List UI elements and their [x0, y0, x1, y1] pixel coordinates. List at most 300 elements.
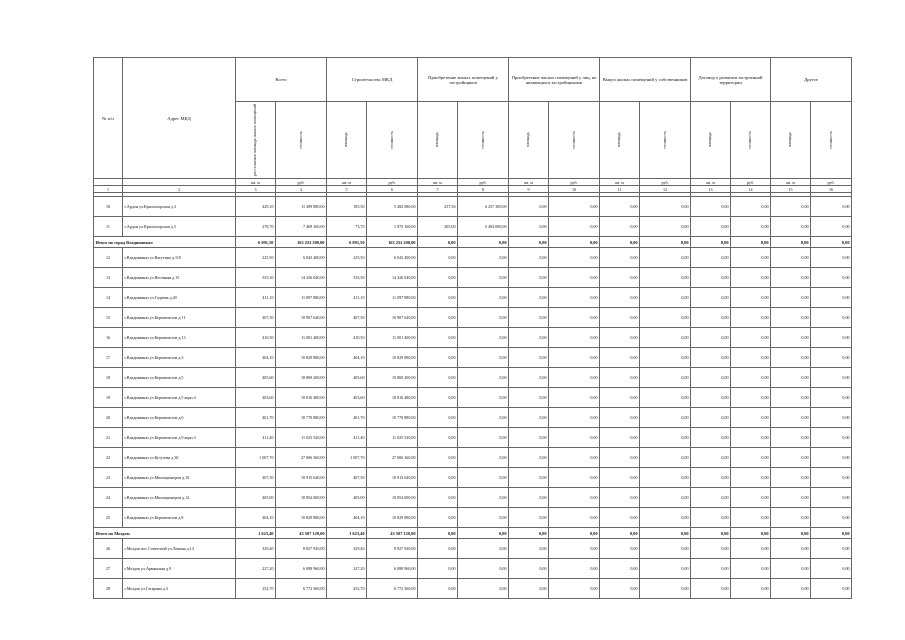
value-cell: 0,00: [771, 408, 811, 428]
value-cell: 11 025 520,00: [367, 428, 418, 448]
value-cell: 0,00: [549, 268, 600, 288]
value-cell: 0,00: [640, 288, 691, 308]
row-address: г.Владикавказ ул.Весенняя д.15: [123, 268, 236, 288]
value-cell: 0,00: [458, 528, 509, 539]
table-row: [94, 388, 852, 408]
value-cell: 0,00: [509, 528, 549, 539]
row-address: г.Владикавказ ул.Керменистов д.6: [123, 408, 236, 428]
row-number: 13: [94, 268, 123, 288]
row-address: г.Владикавказ ул.Керменистов д.8: [123, 508, 236, 528]
column-number: 13: [691, 186, 731, 193]
value-cell: 0,00: [600, 508, 640, 528]
header-group: Строительство МКД: [327, 58, 418, 102]
value-cell: 0,00: [731, 559, 771, 579]
value-cell: 0,00: [811, 388, 852, 408]
row-address: г.Моздок пос.Советский ул.Ленина д.14: [123, 539, 236, 559]
value-cell: 0,00: [771, 308, 811, 328]
value-cell: 0,00: [509, 408, 549, 428]
value-cell: 0,00: [418, 448, 458, 468]
value-cell: 0,00: [731, 579, 771, 599]
value-cell: 6 043 400,00: [367, 248, 418, 268]
header-sub-label: площадь: [707, 132, 713, 148]
value-cell: 0,00: [509, 488, 549, 508]
value-cell: 0,00: [691, 217, 731, 237]
unit-cell-empty: [123, 179, 236, 186]
value-cell: 0,00: [600, 528, 640, 539]
header-address: Адрес МКД: [123, 58, 236, 179]
header-sub-7: [549, 102, 600, 179]
value-cell: 0,00: [600, 488, 640, 508]
value-cell: 0,00: [640, 248, 691, 268]
unit-cell: кв. м: [236, 179, 276, 186]
value-cell: 0,00: [458, 448, 509, 468]
column-number: 5: [327, 186, 367, 193]
value-cell: 0,00: [731, 428, 771, 448]
table-row: [94, 217, 852, 237]
value-cell: 11 025 520,00: [276, 428, 327, 448]
value-cell: 0,00: [549, 288, 600, 308]
value-cell: 0,00: [691, 237, 731, 248]
value-cell: 0,00: [600, 308, 640, 328]
value-cell: 0,00: [731, 388, 771, 408]
value-cell: 11 097 880,00: [276, 288, 327, 308]
value-cell: 10 915 640,00: [367, 468, 418, 488]
value-cell: 0,00: [509, 288, 549, 308]
value-cell: 0,00: [600, 539, 640, 559]
value-cell: 410,50: [236, 328, 276, 348]
table-row: [94, 308, 852, 328]
document-sheet: [93, 57, 850, 599]
value-cell: 227,20: [236, 559, 276, 579]
column-number: 10: [549, 186, 600, 193]
value-cell: 0,00: [640, 237, 691, 248]
header-sub-label: площадь: [787, 132, 793, 148]
value-cell: 0,00: [600, 408, 640, 428]
value-cell: 405,00: [327, 488, 367, 508]
row-address: г.Моздок ул.Армянская д.9: [123, 559, 236, 579]
value-cell: 0,00: [549, 308, 600, 328]
value-cell: 0,00: [691, 288, 731, 308]
header-sub-label: стоимость: [479, 130, 485, 149]
value-cell: 0,00: [549, 528, 600, 539]
value-cell: 0,00: [509, 559, 549, 579]
row-address: г.Владикавказ ул.Керменистов д.13: [123, 328, 236, 348]
value-cell: 0,00: [811, 237, 852, 248]
value-cell: 0,00: [549, 388, 600, 408]
value-cell: 0,00: [811, 368, 852, 388]
value-cell: 10 816 480,00: [367, 388, 418, 408]
value-cell: 0,00: [811, 528, 852, 539]
column-number: 8: [458, 186, 509, 193]
column-number: 6: [367, 186, 418, 193]
value-cell: 0,00: [509, 328, 549, 348]
value-cell: 6 257 300,00: [458, 197, 509, 217]
value-cell: 0,00: [811, 348, 852, 368]
value-cell: 0,00: [509, 428, 549, 448]
table-row: [94, 539, 852, 559]
value-cell: 0,00: [418, 408, 458, 428]
value-cell: 0,00: [458, 468, 509, 488]
row-address: г.Владикавказ ул.Гадиева д.40: [123, 288, 236, 308]
value-cell: 205,00: [418, 217, 458, 237]
value-cell: 403,60: [327, 388, 367, 408]
value-cell: 329,40: [236, 539, 276, 559]
value-cell: 43 507 120,00: [367, 528, 418, 539]
value-cell: 0,00: [600, 448, 640, 468]
table-row: [94, 197, 852, 217]
subtotal-row: [94, 237, 852, 248]
table-row: [94, 468, 852, 488]
value-cell: 0,00: [418, 328, 458, 348]
value-cell: 11 001 400,00: [276, 328, 327, 348]
column-number: 15: [771, 186, 811, 193]
header-sub-11: [731, 102, 771, 179]
value-cell: 0,00: [771, 579, 811, 599]
value-cell: 0,00: [811, 559, 852, 579]
value-cell: 0,00: [509, 308, 549, 328]
value-cell: 0,00: [600, 388, 640, 408]
value-cell: 535,30: [327, 268, 367, 288]
value-cell: 6 091,50: [327, 237, 367, 248]
value-cell: 404,10: [236, 508, 276, 528]
value-cell: 0,00: [771, 217, 811, 237]
value-cell: 0,00: [418, 528, 458, 539]
value-cell: 0,00: [458, 559, 509, 579]
value-cell: 0,00: [811, 197, 852, 217]
value-cell: 0,00: [731, 508, 771, 528]
row-address: г.Моздок ул.Гагарина д.3: [123, 579, 236, 599]
value-cell: 411,40: [327, 428, 367, 448]
header-row-units: [94, 179, 852, 186]
value-cell: 0,00: [731, 348, 771, 368]
value-cell: 10 869 200,00: [276, 368, 327, 388]
unit-cell: руб.: [640, 179, 691, 186]
value-cell: 0,00: [509, 248, 549, 268]
row-address: г.Ардон ул.Красногорская д.3: [123, 197, 236, 217]
header-sub-label: стоимость: [827, 130, 833, 149]
value-cell: 0,00: [691, 488, 731, 508]
value-cell: 0,00: [549, 468, 600, 488]
value-cell: 0,00: [640, 428, 691, 448]
value-cell: 0,00: [811, 468, 852, 488]
value-cell: 0,00: [509, 268, 549, 288]
row-number: 26: [94, 539, 123, 559]
value-cell: 0,00: [731, 217, 771, 237]
value-cell: 0,00: [458, 308, 509, 328]
value-cell: 405,00: [236, 488, 276, 508]
value-cell: 0,00: [509, 468, 549, 488]
row-number: 27: [94, 559, 123, 579]
row-address: г.Владикавказ ул.Керменистов д.11: [123, 308, 236, 328]
value-cell: 0,00: [691, 468, 731, 488]
value-cell: 0,00: [731, 248, 771, 268]
value-cell: 0,00: [771, 368, 811, 388]
value-cell: 0,00: [509, 217, 549, 237]
unit-cell: руб.: [731, 179, 771, 186]
value-cell: 0,00: [640, 579, 691, 599]
value-cell: 0,00: [731, 488, 771, 508]
value-cell: 0,00: [771, 237, 811, 248]
value-cell: 0,00: [549, 237, 600, 248]
value-cell: 0,00: [811, 448, 852, 468]
value-cell: 1 007,70: [327, 448, 367, 468]
value-cell: 10 770 880,00: [276, 408, 327, 428]
value-cell: 0,00: [691, 528, 731, 539]
header-sub-label: стоимость: [297, 130, 303, 149]
value-cell: 0,00: [418, 308, 458, 328]
value-cell: 0,00: [811, 579, 852, 599]
header-sub-3: [367, 102, 418, 179]
value-cell: 8 827 920,00: [367, 539, 418, 559]
value-cell: 0,00: [771, 539, 811, 559]
value-cell: 14 326 040,00: [276, 268, 327, 288]
value-cell: 10 829 880,00: [276, 508, 327, 528]
header-sub-label: стоимость: [570, 130, 576, 149]
header-sub-8: [600, 102, 640, 179]
value-cell: 0,00: [600, 468, 640, 488]
subtotal-label: Итого по город Владикавказ:: [94, 237, 236, 248]
value-cell: 0,00: [640, 268, 691, 288]
value-cell: 0,00: [418, 288, 458, 308]
value-cell: 535,30: [236, 268, 276, 288]
value-cell: 0,00: [731, 288, 771, 308]
row-number: 22: [94, 448, 123, 468]
header-row-groups: [94, 58, 852, 102]
row-number: 19: [94, 388, 123, 408]
header-sub-2: [327, 102, 367, 179]
header-sub-0: [236, 102, 276, 179]
value-cell: 411,10: [327, 288, 367, 308]
header-group: Приобретение жилых помещений у застройщиков: [418, 58, 509, 102]
table-row: [94, 488, 852, 508]
value-cell: 0,00: [549, 217, 600, 237]
header-sub-label: площадь: [434, 132, 440, 148]
value-cell: 0,00: [811, 408, 852, 428]
row-address: г.Владикавказ ул.Керменистов д.3: [123, 348, 236, 368]
value-cell: 10 829 880,00: [276, 348, 327, 368]
value-cell: 6 772 360,00: [367, 579, 418, 599]
value-cell: 0,00: [811, 217, 852, 237]
value-cell: 10 770 880,00: [367, 408, 418, 428]
unit-cell: руб.: [458, 179, 509, 186]
value-cell: 0,00: [418, 579, 458, 599]
unit-cell: кв. м: [418, 179, 458, 186]
value-cell: 0,00: [771, 268, 811, 288]
header-sub-label: площадь: [343, 132, 349, 148]
value-cell: 6 772 360,00: [276, 579, 327, 599]
table-row: [94, 348, 852, 368]
value-cell: 10 869 200,00: [367, 368, 418, 388]
value-cell: 0,00: [691, 368, 731, 388]
subtotal-row: [94, 528, 852, 539]
table-row: [94, 368, 852, 388]
table-row: [94, 248, 852, 268]
value-cell: 0,00: [549, 348, 600, 368]
value-cell: 0,00: [600, 268, 640, 288]
value-cell: 0,00: [458, 408, 509, 428]
value-cell: 401,70: [236, 408, 276, 428]
header-sub-10: [691, 102, 731, 179]
value-cell: 0,00: [771, 388, 811, 408]
value-cell: 0,00: [811, 248, 852, 268]
value-cell: 225,50: [236, 248, 276, 268]
value-cell: 0,00: [691, 348, 731, 368]
header-num: № п/п: [94, 58, 123, 179]
row-number: 12: [94, 248, 123, 268]
unit-cell: руб.: [549, 179, 600, 186]
row-number: 16: [94, 328, 123, 348]
value-cell: 0,00: [811, 488, 852, 508]
column-number: 1: [94, 186, 123, 193]
value-cell: 0,00: [418, 388, 458, 408]
value-cell: 0,00: [731, 237, 771, 248]
value-cell: 7 469 160,00: [276, 217, 327, 237]
row-address: г.Владикавказ ул.Милиционеров д.12: [123, 488, 236, 508]
table-row: [94, 508, 852, 528]
value-cell: 0,00: [418, 539, 458, 559]
value-cell: 6 088 960,00: [276, 559, 327, 579]
header-group: Выкуп жилых помещений у собственников: [600, 58, 691, 102]
value-cell: 0,00: [600, 368, 640, 388]
value-cell: 429,10: [236, 197, 276, 217]
value-cell: 0,00: [549, 448, 600, 468]
row-number: 25: [94, 508, 123, 528]
value-cell: 0,00: [640, 388, 691, 408]
header-group: Приобретение жилых помещений у лиц, не являющихся застройщиками: [509, 58, 600, 102]
value-cell: 0,00: [640, 528, 691, 539]
header-row-column-numbers: [94, 186, 852, 193]
row-address: г.Ардон ул.Красногорская д.5: [123, 217, 236, 237]
value-cell: 0,00: [549, 539, 600, 559]
value-cell: 10 854 000,00: [367, 488, 418, 508]
value-cell: 0,00: [640, 197, 691, 217]
value-cell: 11 097 880,00: [367, 288, 418, 308]
header-group: Другое: [771, 58, 852, 102]
value-cell: 0,00: [771, 528, 811, 539]
value-cell: 0,00: [811, 508, 852, 528]
column-number: 11: [600, 186, 640, 193]
value-cell: 0,00: [509, 539, 549, 559]
unit-cell: кв. м: [600, 179, 640, 186]
value-cell: 73,70: [327, 217, 367, 237]
value-cell: 1 007,70: [236, 448, 276, 468]
value-cell: 10 829 880,00: [367, 508, 418, 528]
value-cell: 252,70: [236, 579, 276, 599]
value-cell: 0,00: [458, 579, 509, 599]
value-cell: 0,00: [418, 559, 458, 579]
subtotal-label: Итого по Моздок:: [94, 528, 236, 539]
table-row: [94, 428, 852, 448]
row-address: г.Владикавказ ул.Керменистов д.5 корп.4: [123, 388, 236, 408]
value-cell: 10 915 640,00: [276, 468, 327, 488]
header-sub-6: [509, 102, 549, 179]
value-cell: 0,00: [640, 559, 691, 579]
value-cell: 0,00: [811, 328, 852, 348]
value-cell: 0,00: [549, 559, 600, 579]
value-cell: 0,00: [600, 579, 640, 599]
value-cell: 163 252 200,00: [367, 237, 418, 248]
value-cell: 0,00: [458, 348, 509, 368]
value-cell: 0,00: [549, 579, 600, 599]
unit-cell: кв. м: [327, 179, 367, 186]
value-cell: 0,00: [600, 559, 640, 579]
value-cell: 0,00: [691, 408, 731, 428]
value-cell: 0,00: [509, 579, 549, 599]
value-cell: 0,00: [771, 428, 811, 448]
value-cell: 0,00: [458, 488, 509, 508]
resettlement-table: [93, 57, 852, 599]
value-cell: 0,00: [600, 328, 640, 348]
row-address: г.Владикавказ ул.Ватутина д.110: [123, 248, 236, 268]
value-cell: 0,00: [771, 348, 811, 368]
value-cell: 0,00: [691, 559, 731, 579]
value-cell: 0,00: [731, 268, 771, 288]
value-cell: 0,00: [458, 428, 509, 448]
value-cell: 0,00: [549, 368, 600, 388]
value-cell: 0,00: [811, 268, 852, 288]
value-cell: 0,00: [811, 308, 852, 328]
value-cell: 0,00: [509, 197, 549, 217]
value-cell: 410,50: [327, 328, 367, 348]
row-number: 23: [94, 468, 123, 488]
value-cell: 0,00: [549, 428, 600, 448]
value-cell: 0,00: [691, 579, 731, 599]
value-cell: 10 816 480,00: [276, 388, 327, 408]
value-cell: 0,00: [731, 468, 771, 488]
value-cell: 10 854 000,00: [276, 488, 327, 508]
row-address: г.Владикавказ ул.Милиционеров д.10: [123, 468, 236, 488]
value-cell: 0,00: [691, 248, 731, 268]
table-row: [94, 579, 852, 599]
value-cell: 225,50: [327, 248, 367, 268]
value-cell: 278,70: [236, 217, 276, 237]
unit-cell: руб.: [367, 179, 418, 186]
row-number: 24: [94, 488, 123, 508]
value-cell: 407,30: [236, 468, 276, 488]
value-cell: 0,00: [731, 328, 771, 348]
header-sub-12: [771, 102, 811, 179]
value-cell: 0,00: [640, 348, 691, 368]
value-cell: 404,10: [327, 348, 367, 368]
value-cell: 0,00: [458, 508, 509, 528]
value-cell: 404,10: [327, 508, 367, 528]
column-number: 2: [123, 186, 236, 193]
value-cell: 0,00: [640, 448, 691, 468]
value-cell: 0,00: [691, 539, 731, 559]
value-cell: 0,00: [458, 539, 509, 559]
value-cell: 0,00: [731, 528, 771, 539]
value-cell: 0,00: [600, 348, 640, 368]
value-cell: 163 252 200,00: [276, 237, 327, 248]
value-cell: 0,00: [600, 197, 640, 217]
table-row: [94, 268, 852, 288]
column-number: 4: [276, 186, 327, 193]
value-cell: 0,00: [771, 468, 811, 488]
value-cell: 403,60: [236, 388, 276, 408]
value-cell: 1 623,40: [236, 528, 276, 539]
value-cell: 0,00: [691, 428, 731, 448]
value-cell: 5 282 080,00: [367, 197, 418, 217]
row-number: 21: [94, 428, 123, 448]
header-sub-5: [458, 102, 509, 179]
value-cell: 0,00: [418, 488, 458, 508]
value-cell: 0,00: [549, 197, 600, 217]
value-cell: 0,00: [458, 248, 509, 268]
value-cell: 6 091,50: [236, 237, 276, 248]
value-cell: 227,20: [327, 559, 367, 579]
value-cell: 0,00: [771, 508, 811, 528]
header-sub-4: [418, 102, 458, 179]
